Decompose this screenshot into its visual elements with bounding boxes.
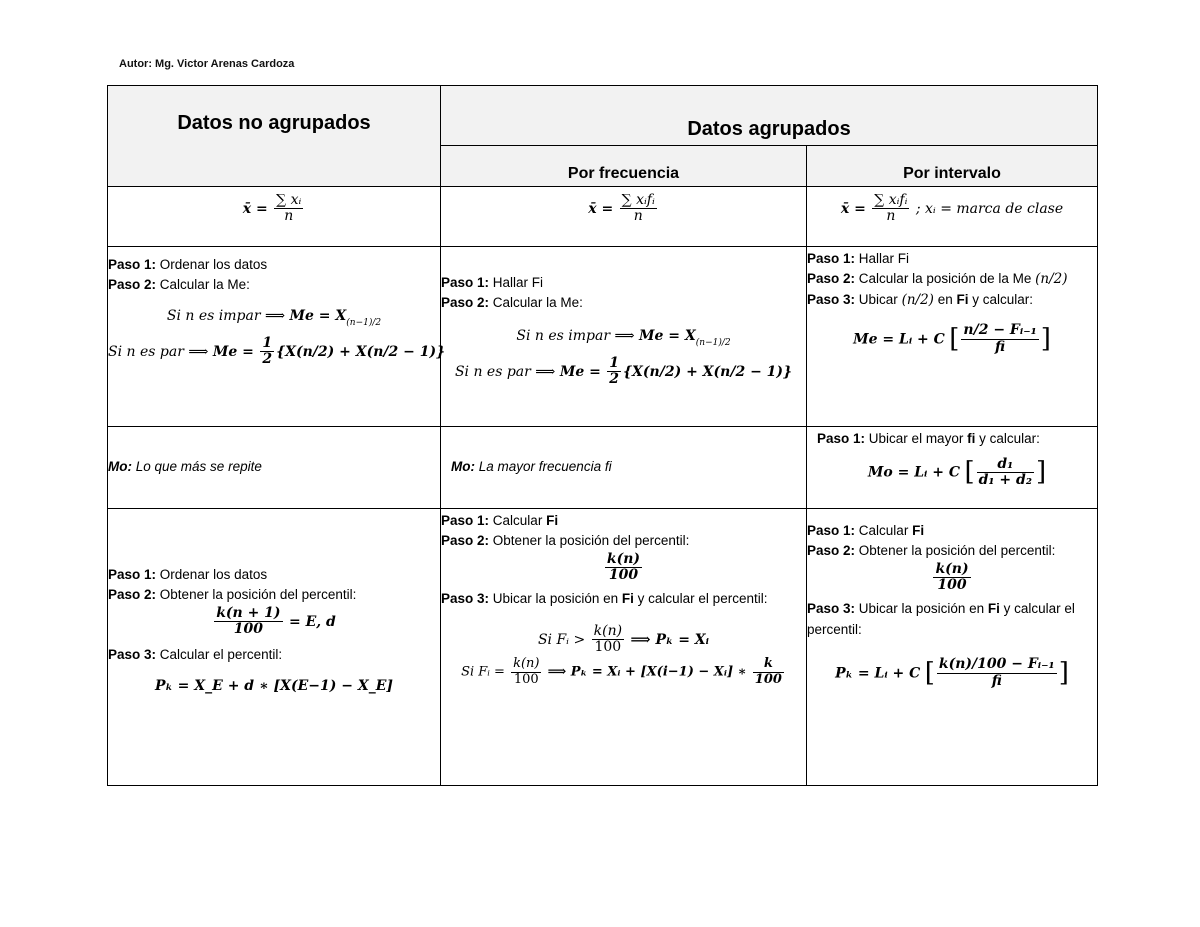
numerator: d₁ bbox=[977, 457, 1034, 473]
step-label: Paso 1: bbox=[441, 275, 490, 290]
step-label: Paso 1: bbox=[108, 567, 157, 582]
denominator: 100 bbox=[754, 671, 782, 687]
denominator: n bbox=[284, 208, 294, 225]
numerator: k(n) bbox=[606, 550, 641, 567]
case1-fraction bbox=[592, 624, 624, 656]
step-text: y calcular: bbox=[979, 431, 1040, 446]
header-text: Por frecuencia bbox=[567, 165, 680, 182]
step-label: Paso 2: bbox=[441, 295, 490, 311]
mean-note: ; xᵢ = marca de clase bbox=[915, 200, 1064, 217]
step-label: Paso 1: bbox=[441, 513, 490, 528]
mean-por-intervalo bbox=[807, 187, 1098, 247]
formula-text: Si Fᵢ = bbox=[461, 664, 505, 680]
step-text: Hallar Fi bbox=[858, 251, 910, 266]
statistics-summary-table bbox=[107, 85, 1098, 786]
numerator: ∑ xᵢfᵢ bbox=[874, 192, 908, 208]
mean-lhs: x̄ = bbox=[840, 200, 866, 217]
percentile-por-intervalo bbox=[807, 509, 1098, 786]
formula-text: {X(n/2) + X(n/2 − 1)} bbox=[623, 363, 793, 380]
half-fraction bbox=[260, 336, 274, 368]
step-text: Ordenar los datos bbox=[159, 567, 268, 582]
percentile-position-formula bbox=[108, 606, 440, 638]
header-por-intervalo bbox=[807, 146, 1098, 187]
numerator: ∑ xᵢ bbox=[276, 192, 302, 208]
header-text: Datos agrupados bbox=[687, 118, 851, 140]
step-label: Paso 1: bbox=[807, 523, 856, 538]
step-text: y calcular: bbox=[972, 291, 1034, 307]
half-fraction bbox=[607, 356, 621, 388]
formula-text: Me = X bbox=[289, 307, 347, 324]
numerator: k(n) bbox=[593, 622, 623, 639]
step-text: Obtener la posición del percentil: bbox=[159, 587, 357, 603]
numerator: 1 bbox=[609, 355, 620, 371]
numerator: 1 bbox=[262, 335, 273, 351]
formula-text: Me = Lᵢ + C bbox=[853, 331, 945, 348]
step-text: fi bbox=[967, 431, 976, 446]
step-label: Paso 2: bbox=[807, 543, 856, 559]
formula-text: Si n es impar ⟹ bbox=[516, 327, 635, 344]
step-label: Paso 1: bbox=[817, 431, 866, 446]
percentile-position-formula bbox=[441, 552, 806, 584]
bracket-left: [ bbox=[964, 457, 975, 488]
step-text: y calcular el percentil: bbox=[637, 591, 768, 607]
denominator: d₁ + d₂ bbox=[978, 472, 1032, 489]
median-por-intervalo bbox=[807, 247, 1098, 427]
denominator: 100 bbox=[608, 566, 639, 583]
step-text: Fi bbox=[546, 513, 559, 528]
step-label: Paso 3: bbox=[441, 591, 490, 607]
mode-text: La mayor frecuencia fi bbox=[478, 459, 612, 475]
mean-por-frecuencia bbox=[441, 187, 807, 247]
step-text: Ordenar los datos bbox=[159, 257, 268, 272]
formula-text: Me = X bbox=[639, 327, 696, 344]
numerator: k(n + 1) bbox=[216, 604, 281, 621]
numerator: k(n) bbox=[513, 656, 540, 672]
mean-fraction bbox=[620, 193, 657, 225]
denominator: 100 bbox=[937, 576, 967, 593]
step-text: Fi bbox=[987, 601, 1000, 617]
formula-text: ⟹ Pₖ = Xᵢ bbox=[630, 631, 710, 648]
step-text: Calcular la posición de la Me bbox=[858, 271, 1032, 287]
bracket-right: ] bbox=[1035, 457, 1047, 488]
header-text: Por intervalo bbox=[903, 165, 1001, 182]
formula-subscript: (n−1)/2 bbox=[695, 337, 731, 348]
denominator: 100 bbox=[513, 671, 539, 687]
bracket-right: ] bbox=[1040, 323, 1051, 354]
numerator: k(n) bbox=[935, 560, 969, 577]
median-no-agrupados bbox=[108, 247, 446, 427]
step-label: Paso 1: bbox=[108, 257, 157, 272]
step-text: Calcular bbox=[492, 513, 543, 528]
position-fraction bbox=[214, 606, 282, 638]
step-label: Paso 3: bbox=[807, 291, 856, 307]
percentile-case1-formula bbox=[441, 624, 806, 656]
step-text: Calcular la Me: bbox=[492, 295, 583, 311]
mode-text: Lo que más se repite bbox=[135, 459, 262, 475]
denominator: fi bbox=[994, 338, 1006, 355]
formula-text: Me = bbox=[212, 343, 254, 360]
median-interval-formula bbox=[807, 320, 1097, 359]
denominator: n bbox=[886, 208, 896, 225]
numerator: k bbox=[753, 657, 784, 672]
percentile-por-frecuencia bbox=[441, 509, 807, 786]
step-text: Calcular bbox=[858, 523, 909, 538]
author-line: Autor: Mg. Victor Arenas Cardoza bbox=[119, 58, 295, 70]
step-label: Paso 2: bbox=[108, 277, 157, 293]
step-text: en bbox=[937, 291, 953, 307]
header-text: Datos no agrupados bbox=[177, 112, 371, 134]
step-text: Ubicar la posición en bbox=[858, 601, 985, 617]
mean-lhs: x̄ = bbox=[242, 200, 268, 217]
step-label: Paso 2: bbox=[441, 533, 490, 549]
step-label: Paso 2: bbox=[108, 587, 157, 603]
mode-label: Mo: bbox=[451, 459, 475, 475]
percentile-no-agrupados bbox=[108, 509, 441, 786]
denominator: 100 bbox=[233, 620, 263, 637]
formula-text: Si n es par ⟹ bbox=[454, 363, 556, 380]
formula-text: Si n es impar ⟹ bbox=[166, 307, 286, 324]
percentile-formula bbox=[108, 676, 440, 697]
header-por-frecuencia bbox=[441, 146, 807, 187]
denominator: fi bbox=[991, 672, 1002, 689]
step-text: (n/2) bbox=[1035, 271, 1068, 288]
formula-text: Pₖ = X_E + d ∗ [X(E−1) − X_E] bbox=[154, 677, 394, 694]
header-datos-no-agrupados bbox=[108, 86, 441, 187]
formula-text: Si Fᵢ > bbox=[537, 631, 586, 648]
denominator: 100 bbox=[594, 638, 622, 655]
percentile-interval-fraction bbox=[937, 657, 1057, 689]
step-label: Paso 1: bbox=[807, 251, 856, 266]
case2-fraction bbox=[511, 657, 541, 687]
step-text: y calcular el percentil: bbox=[807, 601, 1075, 637]
mode-por-frecuencia bbox=[441, 427, 807, 509]
percentile-case2-formula bbox=[441, 657, 806, 687]
mode-por-intervalo bbox=[807, 427, 1098, 509]
bracket-left: [ bbox=[949, 323, 960, 354]
bracket-left: [ bbox=[924, 657, 935, 688]
median-impar-formula bbox=[441, 326, 806, 351]
percentile-position-formula bbox=[807, 562, 1097, 594]
mean-no-agrupados bbox=[108, 187, 441, 247]
step-text: (n/2) bbox=[901, 291, 934, 308]
mode-no-agrupados bbox=[108, 427, 441, 509]
bracket-right: ] bbox=[1058, 657, 1069, 688]
mode-label: Mo: bbox=[108, 459, 132, 475]
formula-text: Si n es par ⟹ bbox=[108, 343, 209, 360]
denominator: n bbox=[633, 208, 643, 225]
median-par-formula bbox=[441, 356, 806, 388]
step-text: Calcular la Me: bbox=[159, 277, 250, 293]
median-par-formula bbox=[108, 335, 446, 368]
formula-text: Me = bbox=[559, 363, 601, 380]
mean-lhs: x̄ = bbox=[588, 200, 614, 217]
median-por-frecuencia bbox=[441, 247, 807, 427]
formula-text: {X(n/2) + X(n/2 − 1)} bbox=[276, 343, 446, 360]
step-text: Fi bbox=[912, 523, 925, 538]
step-text: Obtener la posición del percentil: bbox=[858, 543, 1056, 559]
mean-fraction bbox=[274, 193, 303, 225]
step-text: Fi bbox=[956, 291, 969, 307]
formula-text: = E, d bbox=[289, 613, 336, 630]
k-fraction bbox=[753, 657, 784, 687]
median-impar-formula bbox=[108, 306, 440, 331]
step-label: Paso 3: bbox=[108, 647, 157, 663]
step-text: Fi bbox=[621, 591, 634, 607]
mode-interval-formula bbox=[817, 453, 1097, 492]
step-text: Ubicar bbox=[858, 291, 898, 307]
header-datos-agrupados bbox=[441, 86, 1098, 146]
step-text: Hallar Fi bbox=[492, 275, 544, 290]
step-text: Obtener la posición del percentil: bbox=[492, 533, 690, 549]
step-label: Paso 3: bbox=[807, 601, 856, 617]
formula-subscript: (n−1)/2 bbox=[346, 317, 382, 328]
denominator: 2 bbox=[609, 371, 620, 388]
mean-fraction bbox=[872, 193, 909, 225]
mode-fraction bbox=[977, 457, 1034, 489]
step-label: Paso 2: bbox=[807, 271, 856, 287]
numerator: k(n)/100 − Fᵢ₋₁ bbox=[938, 656, 1055, 673]
median-interval-fraction bbox=[961, 323, 1038, 355]
denominator: 2 bbox=[262, 351, 273, 368]
percentile-interval-formula bbox=[807, 654, 1097, 693]
formula-text: Mo = Lᵢ + C bbox=[867, 464, 961, 481]
position-fraction bbox=[605, 552, 642, 584]
numerator: ∑ xᵢfᵢ bbox=[621, 192, 655, 208]
formula-text: Pₖ = Lᵢ + C bbox=[835, 665, 921, 682]
step-text: Calcular el percentil: bbox=[159, 647, 283, 663]
numerator: n/2 − Fᵢ₋₁ bbox=[963, 322, 1037, 339]
formula-text: ⟹ Pₖ = Xᵢ + [X(i−1) − Xᵢ] ∗ bbox=[547, 664, 747, 680]
step-text: Ubicar el mayor bbox=[868, 431, 964, 446]
position-fraction bbox=[933, 562, 970, 594]
step-text: Ubicar la posición en bbox=[492, 591, 619, 607]
